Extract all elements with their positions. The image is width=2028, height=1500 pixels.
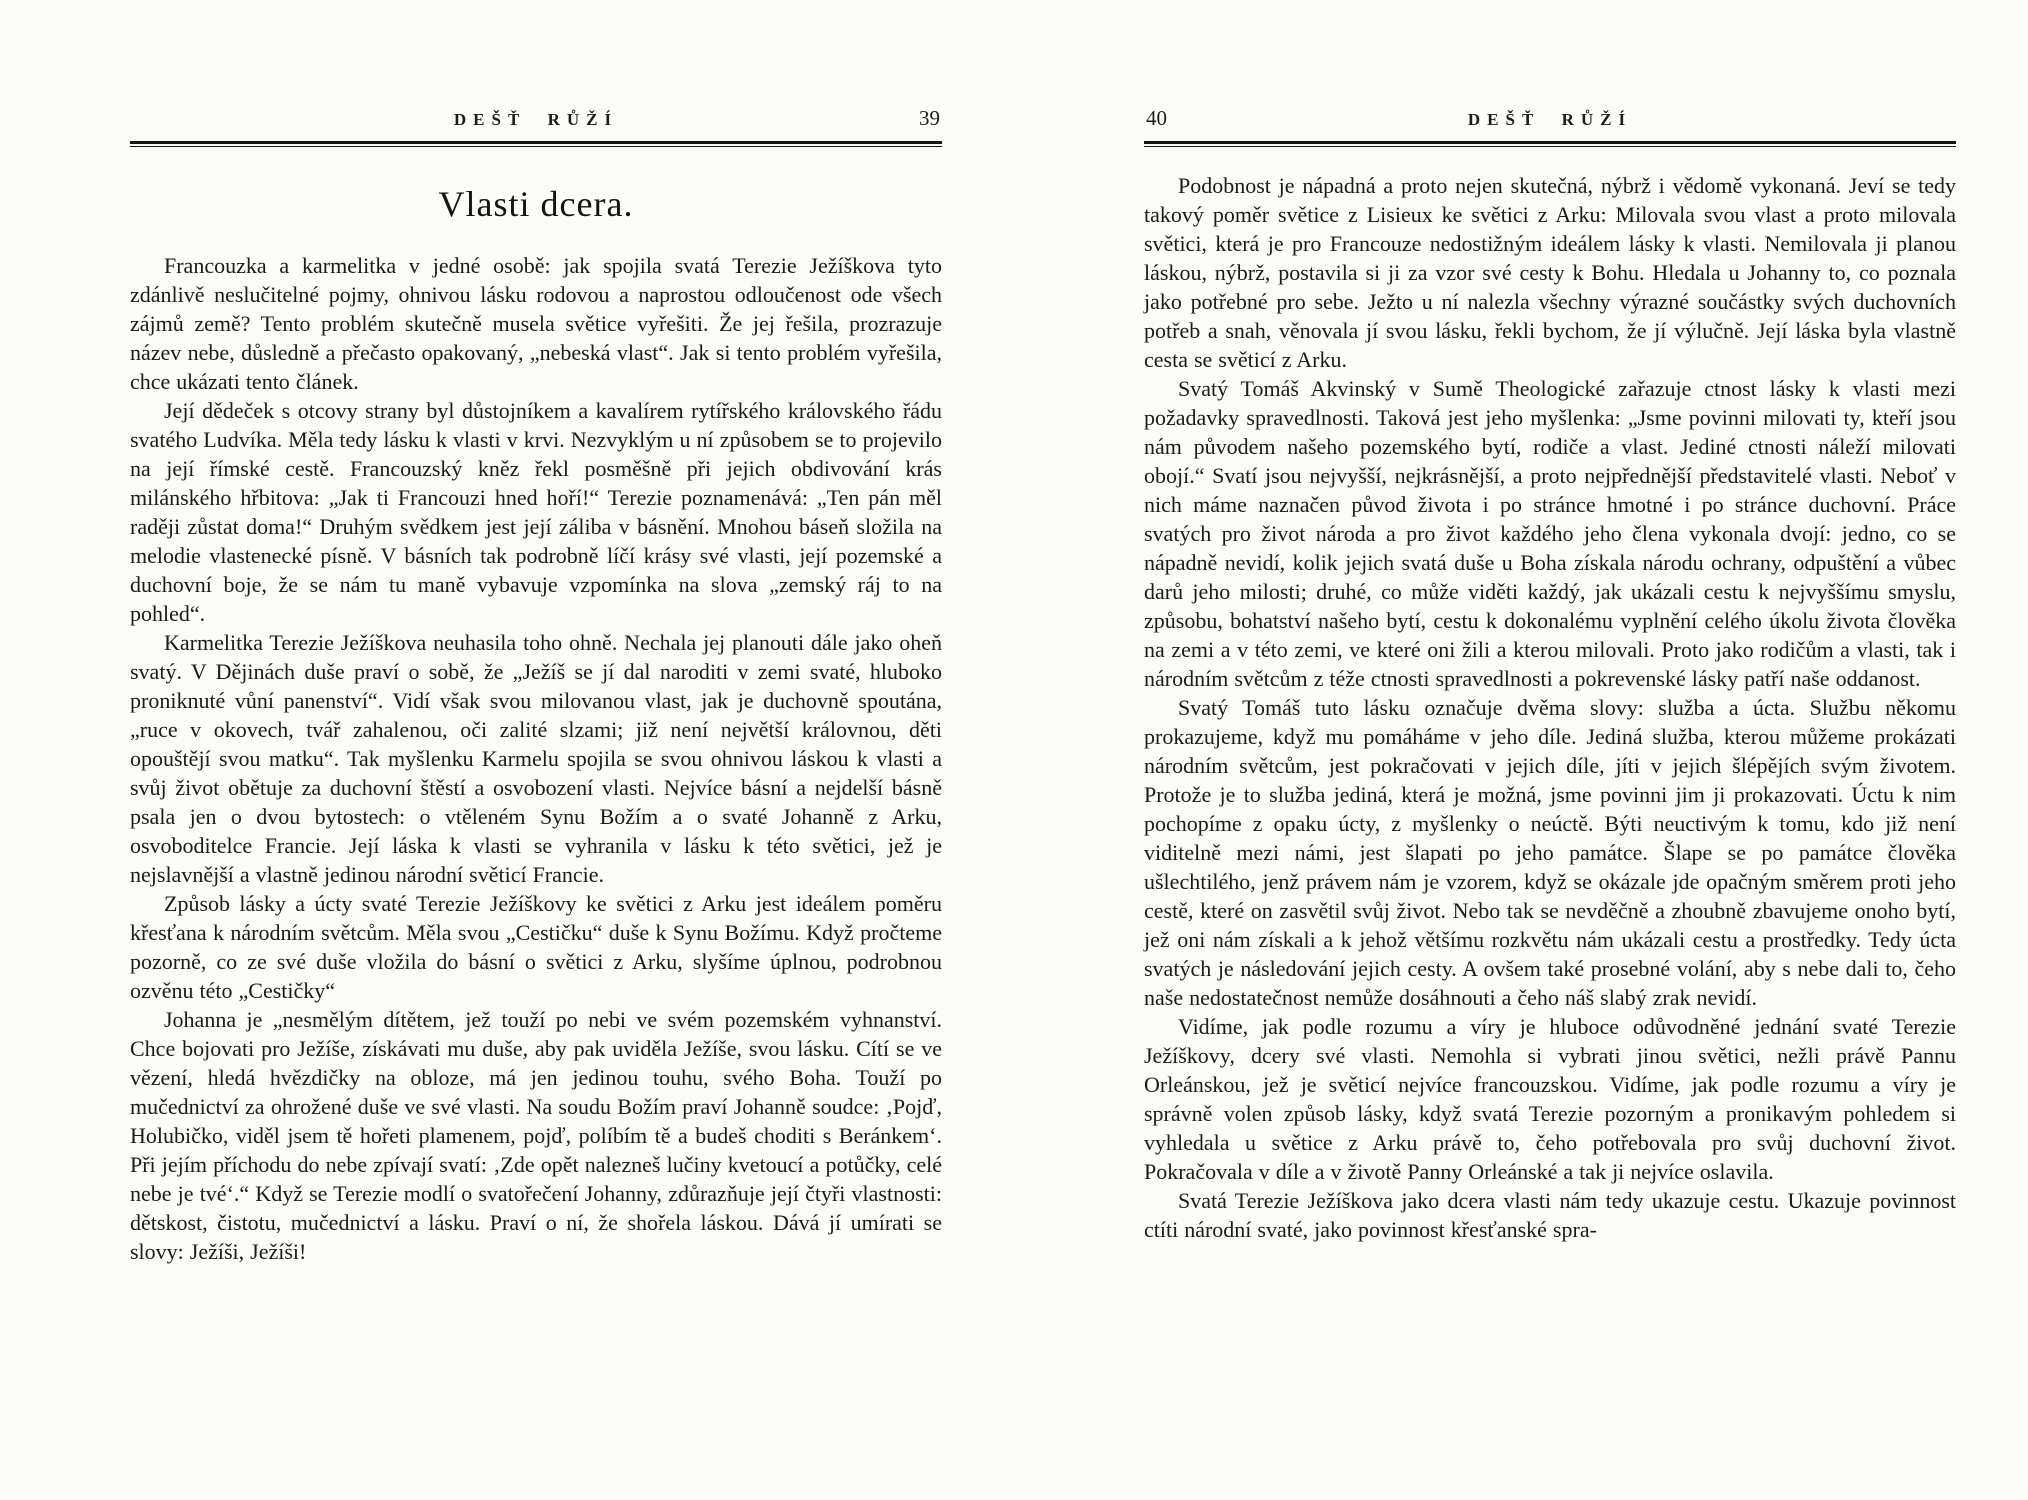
paragraph: Její dědeček s otcovy strany byl důstojníkem a kavalírem rytířského královského řádu svatého Ludvíka. Měla tedy lásku k vlasti v krvi. Nezvyklým u ní způsobem se to projevilo na její římské cestě. Francouzský kněz řekl posměšně při jejich obdivování krás milánského hřbitova: „Jak ti Francouzi hned hoří!“ Terezie poznamenává: „Ten pán měl raději zůstat doma!“ Druhým svědkem jest její záliba v básnění. Mnohou báseň složila na melodie vlastenecké písně. V básních tak podrobně líčí krásy své vlasti, její pozemské a duchovní boje, že se nám tu maně vybavuje vzpomínka na slova „zemský ráj to na pohled“. [130,398,942,626]
body-text-left [130,251,942,1266]
paragraph: Svatá Terezie Ježíškova jako dcera vlasti nám tedy ukazuje cestu. Ukazuje povinnost ctíti národní svaté, jako povinnost křesťanské spra- [1144,1188,1956,1242]
page-number-right: 40 [1146,106,1167,130]
running-head-title: DEŠŤ RŮŽÍ [1467,110,1633,129]
paragraph: Francouzka a karmelitka v jedné osobě: jak spojila svatá Terezie Ježíškova tyto zdánlivě neslučitelné pojmy, ohnivou lásku rodovou a naprostou odloučenost ode všech zájmů země? Tento problém skutečně musela světice vyřešiti. Že jej řešila, prozrazuje název nebe, důsledně a přečasto opakovaný, „nebeská vlast“. Jak si tento problém vyřešila, chce ukázati tento článek. [130,253,942,394]
body-text-right [1144,171,1956,1244]
page-number-left: 39 [919,106,940,130]
paragraph: Karmelitka Terezie Ježíškova neuhasila toho ohně. Nechala jej planouti dále jako oheň svatý. V Dějinách duše praví o sobě, že „Ježíš se jí dal naroditi v zemi svaté, hluboko proniknuté vůní panenství“. Vidí však svou milovanou vlast, jak je duchovně spoutána, „ruce v okovech, tvář zahalenou, oči zalité slzami; již není největší královnou, děti opouštějí svou matku“. Tak myšlenku Karmelu spojila se svou ohnivou láskou k vlasti a svůj život obětuje za duchovní štěstí a osvobození vlasti. Nejvíce básní a nejdelší básně psala jen o dvou bytostech: o vtěleném Synu Božím a o svaté Johanně z Arku, osvoboditelce Francie. Její láska k vlasti se vyhranila v lásku k této světici, jež je nejslavnější a vlastně jedinou národní světicí Francie. [130,630,942,887]
paragraph: Svatý Tomáš tuto lásku označuje dvěma slovy: služba a úcta. Službu někomu prokazujeme, když mu pomáháme v jeho díle. Jediná služba, kterou můžeme prokázati národním světcům, jest pokračovati v jejich díle, jíti v jejich šlépějích svým životem. Protože je to služba jediná, která je možná, jsme povinni jim ji prokazovati. Úctu k nim pochopíme z opaku úcty, z myšlenky o neúctě. Býti neuctivým k tomu, kdo již není viditelně mezi námi, jest šlapati po jeho památce. Šlape se po památce člověka ušlechtilého, jenž právem nám je vzorem, když se okázale jde opačným směrem proti jeho cestě, které on zasvětil svůj život. Nebo tak se nevděčně a zhoubně zbavujeme onoho bytí, jež oni nám získali a k jehož většímu rozkvětu nám ukázali cestu a prostředky. Tedy úcta svatých je následování jejich cesty. A ovšem také prosebné volání, aby s nebe dali to, čeho naše nedostatečnost nemůže dosáhnouti a čeho náš slabý zrak nevidí. [1144,695,1956,1010]
header-rule [130,141,942,147]
header-rule [1144,141,1956,147]
running-head-right [1144,106,1956,136]
chapter-title: Vlasti dcera. [438,184,634,224]
paragraph: Johanna je „nesmělým dítětem, jež touží po nebi ve svém pozemském vyhnanství. Chce bojovati pro Ježíše, získávati mu duše, aby pak uviděla Ježíše, svou lásku. Cítí se ve vězení, hledá hvězdičky na obloze, má jen jedinou touhu, svého Boha. Touží po mučednictví za ohrožené duše ve své vlasti. Na soudu Božím praví Johanně soudce: ‚Pojď, Holubičko, viděl jsem tě hořeti plamenem, pojď, políbím tě a budeš choditi s Beránkem‘. Při jejím příchodu do nebe zpívají svatí: ‚Zde opět nalezneš lučiny kvetoucí a potůčky, celé nebe je tvé‘.“ Když se Terezie modlí o svatořečení Johanny, zdůrazňuje její čtyři vlastnosti: dětskost, čistotu, mučednictví a lásku. Praví o ní, že shořela láskou. Dává jí umírati se slovy: Ježíši, Ježíši! [130,1007,942,1264]
running-head-left [130,106,942,136]
paragraph: Vidíme, jak podle rozumu a víry je hluboce odůvodněné jednání svaté Terezie Ježíškovy, dcery své vlasti. Nemohla si vybrati jinou světici, nežli právě Pannu Orleánskou, jež je světicí nejvíce francouzskou. Vidíme, jak podle rozumu a víry je správně volen způsob lásky, když svatá Terezie pozorným a pronikavým pohledem si vyhledala u světice z Arku právě to, čeho potřebovala pro svůj duchovní život. Pokračovala v díle a v životě Panny Orleánské a tak ji nejvíce oslavila. [1144,1014,1956,1184]
paragraph: Způsob lásky a úcty svaté Terezie Ježíškovy ke světici z Arku jest ideálem poměru křesťana k národním světcům. Měla svou „Cestičku“ duše k Synu Božímu. Když pročteme pozorně, co ze své duše vložila do básní o světici z Arku, slyšíme úplnou, podrobnou ozvěnu této „Cestičky“ [130,891,942,1003]
paragraph: Svatý Tomáš Akvinský v Sumě Theologické zařazuje ctnost lásky k vlasti mezi požadavky spravedlnosti. Taková jest jeho myšlenka: „Jsme povinni milovati ty, kteří jsou nám původem našeho pozemského bytí, rodiče a vlast. Jediné ctnosti náleží milovati obojí.“ Svatí jsou nejvyšší, nejkrásnější, a proto nejpřednější představitelé vlasti. Neboť v nich máme naznačen původ života i po stránce hmotné i po stránce duchovní. Práce svatých pro život národa a pro život každého jeho člena vykonala dvojí: jedno, co se nápadně nevidí, kolik jejich svatá duše u Boha získala národu ochrany, odpuštění a vůbec darů jeho milosti; druhé, co může viděti každý, jak ukázali cestu k nejvyššímu smyslu, způsobu, bohatství našeho bytí, cestu k dokonalému vyplnění celého úkolu života člověka na zemi a v této zemi, ve které oni žili a kterou milovali. Proto jako rodičům a vlasti, tak i národním světcům z téže ctnosti spravedlnosti a pokrevenské lásky patří naše oddanost. [1144,376,1956,691]
running-head-title: DEŠŤ RŮŽÍ [453,110,619,129]
paragraph: Podobnost je nápadná a proto nejen skutečná, nýbrž i vědomě vykonaná. Jeví se tedy takový poměr světice z Lisieux ke světici z Arku: Milovala svou vlast a proto milovala světici, která je pro Francouze nedostižným ideálem lásky k vlasti. Nemilovala ji planou láskou, nýbrž, postavila si ji za vzor své cesty k Bohu. Hledala u Johanny to, co poznala jako potřebné pro sebe. Ježto u ní nalezla všechny výrazné součástky svých duchovních potřeb a snah, věnovala jí svou lásku, řekli bychom, že jí výlučně. Její láska byla vlastně cesta se světicí z Arku. [1144,173,1956,372]
page-left [130,106,942,1266]
page-right [1144,106,1956,1266]
